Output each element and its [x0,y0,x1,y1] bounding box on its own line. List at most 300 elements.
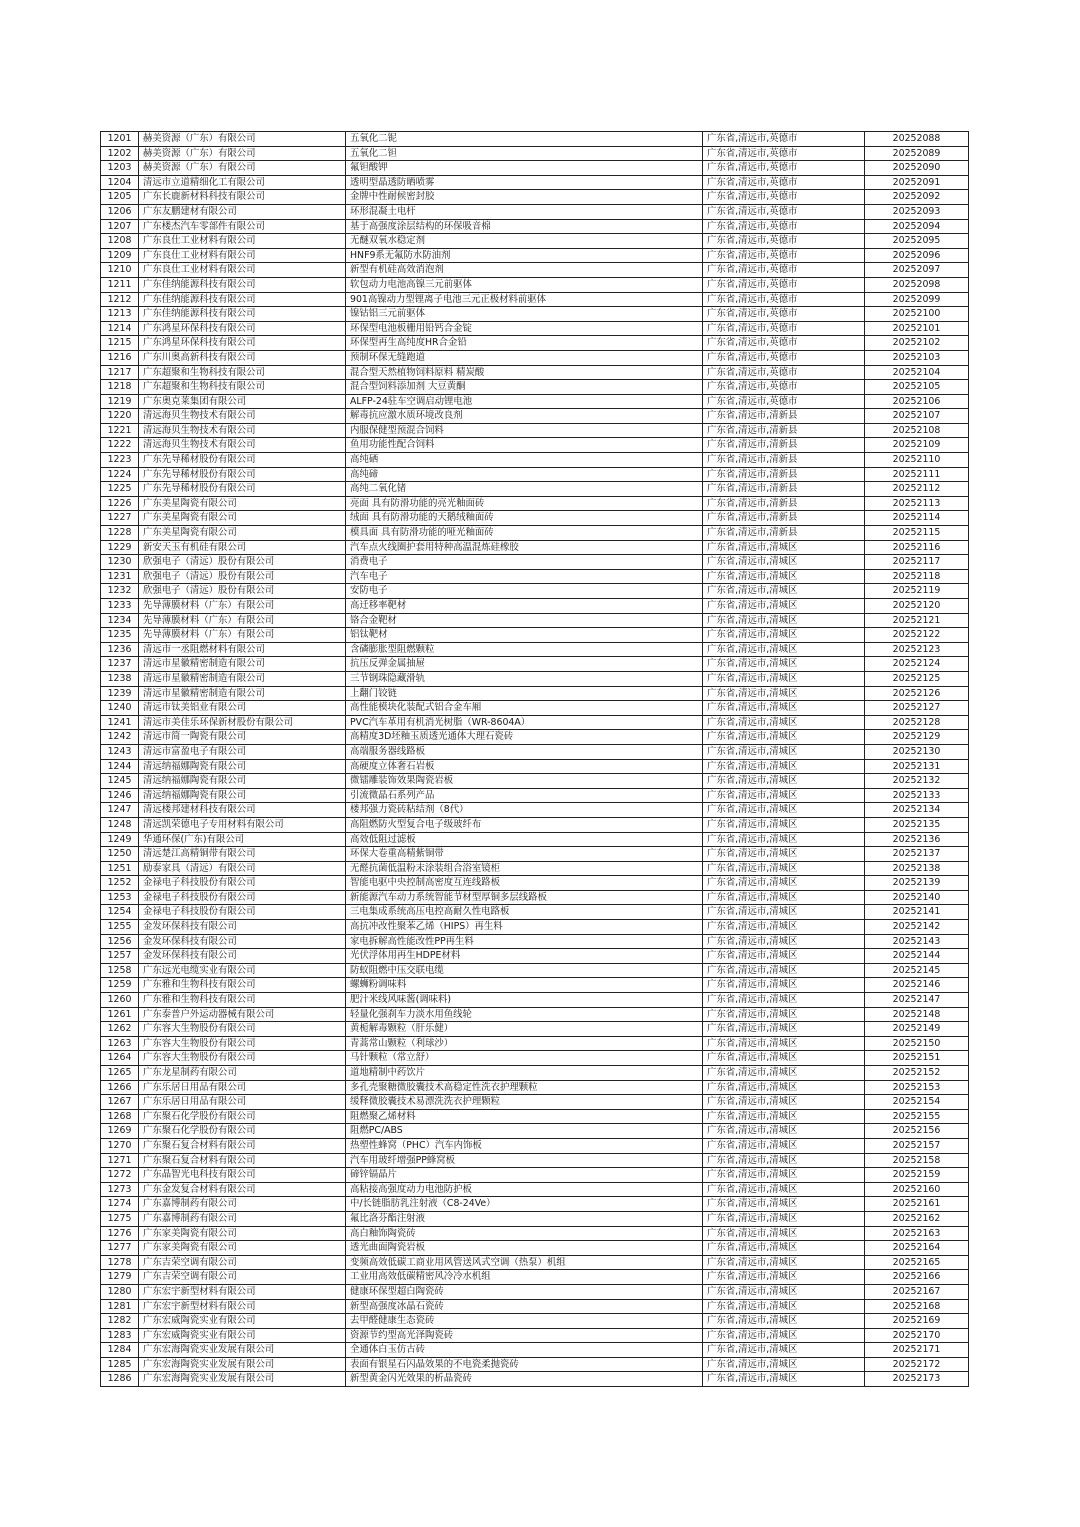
company-name-cell: 广东聚石复合材料有限公司 [139,1138,346,1153]
row-number-cell: 1231 [101,569,139,584]
company-name-cell: 广东良仕工业材料有限公司 [139,248,346,263]
table-row [101,277,969,292]
region-cell: 广东省,清远市,清城区 [703,803,865,818]
region-cell: 广东省,清远市,清城区 [703,1299,865,1314]
company-name-cell: 欣强电子（清远）股份有限公司 [139,555,346,570]
row-number-cell: 1280 [101,1284,139,1299]
record-code-cell: 20252126 [865,686,969,701]
product-name-cell: 五氧化二铌 [346,132,703,147]
region-cell: 广东省,清远市,英德市 [703,307,865,322]
record-code-cell: 20252103 [865,350,969,365]
product-name-cell: 碲锌镉晶片 [346,1168,703,1183]
region-cell: 广东省,清远市,清新县 [703,409,865,424]
table-row [101,409,969,424]
row-number-cell: 1253 [101,890,139,905]
region-cell: 广东省,清远市,清城区 [703,1343,865,1358]
product-name-cell: 氟钽酸钾 [346,161,703,176]
region-cell: 广东省,清远市,英德市 [703,292,865,307]
product-name-cell: 鱼用功能性配合饲料 [346,438,703,453]
row-number-cell: 1224 [101,467,139,482]
region-cell: 广东省,清远市,英德市 [703,234,865,249]
record-code-cell: 20252101 [865,321,969,336]
row-number-cell: 1217 [101,365,139,380]
table-row [101,628,969,643]
product-name-cell: 汽车电子 [346,569,703,584]
region-cell: 广东省,清远市,清城区 [703,613,865,628]
row-number-cell: 1274 [101,1197,139,1212]
record-code-cell: 20252160 [865,1182,969,1197]
region-cell: 广东省,清远市,清城区 [703,1095,865,1110]
product-name-cell: 高阻燃防火型复合电子级玻纤布 [346,817,703,832]
table-row [101,847,969,862]
region-cell: 广东省,清远市,清城区 [703,788,865,803]
row-number-cell: 1219 [101,394,139,409]
record-code-cell: 20252090 [865,161,969,176]
table-row [101,817,969,832]
row-number-cell: 1244 [101,759,139,774]
region-cell: 广东省,清远市,清城区 [703,715,865,730]
row-number-cell: 1225 [101,482,139,497]
product-name-cell: 环保型电池板栅用铅钙合金锭 [346,321,703,336]
region-cell: 广东省,清远市,英德市 [703,204,865,219]
region-cell: 广东省,清远市,清城区 [703,1314,865,1329]
record-code-cell: 20252148 [865,1007,969,1022]
table-row [101,496,969,511]
record-code-cell: 20252163 [865,1226,969,1241]
region-cell: 广东省,清远市,清城区 [703,540,865,555]
table-row [101,1241,969,1256]
product-name-cell: 新能源汽车动力系统智能节材型厚铜多层线路板 [346,890,703,905]
row-number-cell: 1223 [101,453,139,468]
company-name-cell: 清远市富盈电子有限公司 [139,744,346,759]
product-name-cell: 轻量化强刹车力淡水用鱼线轮 [346,1007,703,1022]
region-cell: 广东省,清远市,英德市 [703,161,865,176]
record-code-cell: 20252105 [865,380,969,395]
company-name-cell: 华通环保(广东)有限公司 [139,832,346,847]
table-row [101,1022,969,1037]
row-number-cell: 1230 [101,555,139,570]
table-body [101,132,969,1387]
region-cell: 广东省,清远市,清城区 [703,861,865,876]
record-code-cell: 20252110 [865,453,969,468]
table-row [101,949,969,964]
company-name-cell: 广东先导稀材股份有限公司 [139,482,346,497]
company-name-cell: 清远海贝生物技术有限公司 [139,409,346,424]
company-name-cell: 清远市星徽精密制造有限公司 [139,686,346,701]
product-name-cell: HNF9系无氟防水防油剂 [346,248,703,263]
region-cell: 广东省,清远市,清城区 [703,569,865,584]
row-number-cell: 1262 [101,1022,139,1037]
table-row [101,759,969,774]
row-number-cell: 1236 [101,642,139,657]
product-name-cell: 引流微晶石系列产品 [346,788,703,803]
row-number-cell: 1201 [101,132,139,147]
row-number-cell: 1207 [101,219,139,234]
product-name-cell: 三电集成系统高压电控高耐久性电路板 [346,905,703,920]
product-name-cell: 环形混凝土电杆 [346,204,703,219]
company-name-cell: 金禄电子科技股份有限公司 [139,876,346,891]
record-code-cell: 20252117 [865,555,969,570]
row-number-cell: 1252 [101,876,139,891]
company-name-cell: 金发环保科技有限公司 [139,934,346,949]
table-row [101,263,969,278]
table-row [101,963,969,978]
product-name-cell: 新型高强度冰晶石瓷砖 [346,1299,703,1314]
region-cell: 广东省,清远市,清城区 [703,1328,865,1343]
row-number-cell: 1212 [101,292,139,307]
record-code-cell: 20252129 [865,730,969,745]
row-number-cell: 1282 [101,1314,139,1329]
region-cell: 广东省,清远市,清城区 [703,876,865,891]
product-name-cell: 高粘接高强度动力电池防护板 [346,1182,703,1197]
table-row [101,1211,969,1226]
region-cell: 广东省,清远市,清城区 [703,1138,865,1153]
company-name-cell: 广东先导稀材股份有限公司 [139,467,346,482]
table-row [101,774,969,789]
region-cell: 广东省,清远市,英德市 [703,277,865,292]
row-number-cell: 1266 [101,1080,139,1095]
record-code-cell: 20252108 [865,423,969,438]
record-code-cell: 20252157 [865,1138,969,1153]
region-cell: 广东省,清远市,清城区 [703,1255,865,1270]
row-number-cell: 1229 [101,540,139,555]
record-code-cell: 20252166 [865,1270,969,1285]
product-name-cell: 环保大卷重高精紫铜带 [346,847,703,862]
company-name-cell: 广东家美陶瓷有限公司 [139,1241,346,1256]
row-number-cell: 1264 [101,1051,139,1066]
company-name-cell: 广东超聚和生物科技有限公司 [139,380,346,395]
table-row [101,832,969,847]
record-code-cell: 20252113 [865,496,969,511]
company-name-cell: 广东川奥高新科技有限公司 [139,350,346,365]
region-cell: 广东省,清远市,英德市 [703,336,865,351]
row-number-cell: 1275 [101,1211,139,1226]
region-cell: 广东省,清远市,清城区 [703,1357,865,1372]
company-name-cell: 新安天玉有机硅有限公司 [139,540,346,555]
product-name-cell: 模具面 具有防滑功能的哑光釉面砖 [346,526,703,541]
row-number-cell: 1277 [101,1241,139,1256]
region-cell: 广东省,清远市,清城区 [703,890,865,905]
product-name-cell: 901高镍动力型锂离子电池三元正极材料前驱体 [346,292,703,307]
table-row [101,482,969,497]
table-row [101,438,969,453]
row-number-cell: 1216 [101,350,139,365]
row-number-cell: 1220 [101,409,139,424]
table-row [101,993,969,1008]
region-cell: 广东省,清远市,清新县 [703,511,865,526]
company-name-cell: 广东聚石复合材料有限公司 [139,1153,346,1168]
record-code-cell: 20252106 [865,394,969,409]
region-cell: 广东省,清远市,英德市 [703,263,865,278]
product-name-cell: 黄栀解毒颗粒（肝乐健） [346,1022,703,1037]
row-number-cell: 1218 [101,380,139,395]
record-code-cell: 20252104 [865,365,969,380]
company-name-cell: 广东宏海陶瓷实业发展有限公司 [139,1357,346,1372]
record-code-cell: 20252147 [865,993,969,1008]
company-name-cell: 广东雅和生物科技有限公司 [139,993,346,1008]
table-row [101,890,969,905]
product-name-cell: ALFP-24驻车空调启动锂电池 [346,394,703,409]
region-cell: 广东省,清远市,清新县 [703,526,865,541]
record-code-cell: 20252164 [865,1241,969,1256]
row-number-cell: 1209 [101,248,139,263]
product-name-cell: 预制环保无缝跑道 [346,350,703,365]
table-row [101,744,969,759]
record-code-cell: 20252094 [865,219,969,234]
row-number-cell: 1242 [101,730,139,745]
region-cell: 广东省,清远市,清城区 [703,1153,865,1168]
record-code-cell: 20252149 [865,1022,969,1037]
company-name-cell: 广东超聚和生物科技有限公司 [139,365,346,380]
row-number-cell: 1286 [101,1372,139,1387]
table-row [101,715,969,730]
record-code-cell: 20252099 [865,292,969,307]
company-name-cell: 欣强电子（清远）股份有限公司 [139,584,346,599]
table-row [101,423,969,438]
table-row [101,978,969,993]
table-row [101,526,969,541]
table-row [101,1051,969,1066]
region-cell: 广东省,清远市,英德市 [703,248,865,263]
row-number-cell: 1228 [101,526,139,541]
row-number-cell: 1206 [101,204,139,219]
product-name-cell: 五氧化二钽 [346,146,703,161]
product-name-cell: 高端服务器线路板 [346,744,703,759]
table-row [101,788,969,803]
row-number-cell: 1214 [101,321,139,336]
row-number-cell: 1238 [101,671,139,686]
table-row [101,1153,969,1168]
product-name-cell: 高白釉饰陶瓷砖 [346,1226,703,1241]
company-name-cell: 金发环保科技有限公司 [139,949,346,964]
company-name-cell: 广东远光电缆实业有限公司 [139,963,346,978]
region-cell: 广东省,清远市,清城区 [703,701,865,716]
record-code-cell: 20252139 [865,876,969,891]
product-name-cell: PVC汽车革用有机消光树脂（WR-8604A） [346,715,703,730]
company-name-cell: 广东嘉博制药有限公司 [139,1211,346,1226]
record-code-cell: 20252169 [865,1314,969,1329]
table-row [101,671,969,686]
region-cell: 广东省,清远市,清新县 [703,423,865,438]
table-row [101,1255,969,1270]
company-name-cell: 广东友鹏建材有限公司 [139,204,346,219]
company-name-cell: 清远纳福娜陶瓷有限公司 [139,788,346,803]
product-name-cell: 阻燃聚乙烯材料 [346,1109,703,1124]
record-code-cell: 20252096 [865,248,969,263]
record-code-cell: 20252131 [865,759,969,774]
record-code-cell: 20252111 [865,467,969,482]
table-row [101,394,969,409]
region-cell: 广东省,清远市,清城区 [703,1066,865,1081]
company-name-cell: 广东长鹿新材料科技有限公司 [139,190,346,205]
row-number-cell: 1285 [101,1357,139,1372]
product-name-cell: 资源节约型高光泽陶瓷砖 [346,1328,703,1343]
product-name-cell: 新型有机硅高效消泡剂 [346,263,703,278]
region-cell: 广东省,清远市,清城区 [703,832,865,847]
company-name-cell: 广东楼杰汽车零部件有限公司 [139,219,346,234]
region-cell: 广东省,清远市,清新县 [703,438,865,453]
company-name-cell: 广东容大生物股份有限公司 [139,1051,346,1066]
region-cell: 广东省,清远市,清城区 [703,920,865,935]
region-cell: 广东省,清远市,英德市 [703,380,865,395]
row-number-cell: 1283 [101,1328,139,1343]
region-cell: 广东省,清远市,清城区 [703,1182,865,1197]
region-cell: 广东省,清远市,清城区 [703,847,865,862]
row-number-cell: 1234 [101,613,139,628]
product-name-cell: 环保型再生高纯度HR合金铅 [346,336,703,351]
product-name-cell: 马针颗粒（常立舒） [346,1051,703,1066]
row-number-cell: 1221 [101,423,139,438]
row-number-cell: 1261 [101,1007,139,1022]
product-name-cell: 螺蛳粉调味料 [346,978,703,993]
product-name-cell: 高纯二氧化锗 [346,482,703,497]
record-code-cell: 20252136 [865,832,969,847]
product-name-cell: 氟比洛芬酯注射液 [346,1211,703,1226]
company-name-cell: 广东金发复合材料有限公司 [139,1182,346,1197]
record-code-cell: 20252165 [865,1255,969,1270]
record-code-cell: 20252168 [865,1299,969,1314]
record-code-cell: 20252127 [865,701,969,716]
region-cell: 广东省,清远市,英德市 [703,350,865,365]
record-code-cell: 20252158 [865,1153,969,1168]
table-row [101,321,969,336]
company-name-cell: 广东美星陶瓷有限公司 [139,511,346,526]
table-row [101,336,969,351]
table-row [101,934,969,949]
row-number-cell: 1208 [101,234,139,249]
product-name-cell: 软包动力电池高镍三元前驱体 [346,277,703,292]
row-number-cell: 1211 [101,277,139,292]
table-row [101,1182,969,1197]
region-cell: 广东省,清远市,英德市 [703,190,865,205]
company-name-cell: 励泰家具（清远）有限公司 [139,861,346,876]
table-row [101,1197,969,1212]
product-name-cell: 新型黄金闪光效果的析晶瓷砖 [346,1372,703,1387]
row-number-cell: 1258 [101,963,139,978]
table-row [101,1226,969,1241]
company-name-cell: 赫美资源（广东）有限公司 [139,132,346,147]
region-cell: 广东省,清远市,清城区 [703,730,865,745]
region-cell: 广东省,清远市,清城区 [703,599,865,614]
record-code-cell: 20252140 [865,890,969,905]
product-name-cell: 高效低阻过滤板 [346,832,703,847]
product-name-cell: 透光曲面陶瓷岩板 [346,1241,703,1256]
company-name-cell: 广东美星陶瓷有限公司 [139,496,346,511]
region-cell: 广东省,清远市,清城区 [703,686,865,701]
company-name-cell: 欣强电子（清远）股份有限公司 [139,569,346,584]
record-code-cell: 20252145 [865,963,969,978]
region-cell: 广东省,清远市,清城区 [703,963,865,978]
table-row [101,701,969,716]
table-row [101,1372,969,1387]
company-name-cell: 广东鸿星环保科技有限公司 [139,336,346,351]
row-number-cell: 1268 [101,1109,139,1124]
company-name-cell: 清远市星徽精密制造有限公司 [139,671,346,686]
record-code-cell: 20252100 [865,307,969,322]
record-code-cell: 20252142 [865,920,969,935]
record-code-cell: 20252130 [865,744,969,759]
row-number-cell: 1240 [101,701,139,716]
company-name-cell: 广东良仕工业材料有限公司 [139,263,346,278]
region-cell: 广东省,清远市,清城区 [703,555,865,570]
company-name-cell: 广东宏海陶瓷实业发展有限公司 [139,1343,346,1358]
record-code-cell: 20252143 [865,934,969,949]
record-code-cell: 20252153 [865,1080,969,1095]
record-code-cell: 20252091 [865,175,969,190]
record-code-cell: 20252119 [865,584,969,599]
record-code-cell: 20252137 [865,847,969,862]
company-name-cell: 广东鸿星环保科技有限公司 [139,321,346,336]
region-cell: 广东省,清远市,清城区 [703,978,865,993]
table-row [101,876,969,891]
record-code-cell: 20252167 [865,1284,969,1299]
region-cell: 广东省,清远市,清城区 [703,1372,865,1387]
row-number-cell: 1257 [101,949,139,964]
row-number-cell: 1260 [101,993,139,1008]
company-name-cell: 广东聚石化学股份有限公司 [139,1124,346,1139]
region-cell: 广东省,清远市,清城区 [703,671,865,686]
company-name-cell: 金禄电子科技股份有限公司 [139,890,346,905]
row-number-cell: 1276 [101,1226,139,1241]
row-number-cell: 1251 [101,861,139,876]
table-row [101,569,969,584]
region-cell: 广东省,清远市,清城区 [703,1197,865,1212]
record-code-cell: 20252097 [865,263,969,278]
row-number-cell: 1248 [101,817,139,832]
record-code-cell: 20252092 [865,190,969,205]
product-name-cell: 楼邦强力瓷砖粘结剂（8代） [346,803,703,818]
region-cell: 广东省,清远市,清城区 [703,774,865,789]
company-name-cell: 广东佳纳能源科技有限公司 [139,307,346,322]
region-cell: 广东省,清远市,清城区 [703,934,865,949]
table-row [101,1343,969,1358]
region-cell: 广东省,清远市,清城区 [703,1284,865,1299]
record-code-cell: 20252162 [865,1211,969,1226]
record-code-cell: 20252120 [865,599,969,614]
record-code-cell: 20252128 [865,715,969,730]
record-code-cell: 20252135 [865,817,969,832]
product-name-cell: 缓释微胶囊技术易漂洗洗衣护理颗粒 [346,1095,703,1110]
row-number-cell: 1273 [101,1182,139,1197]
company-name-cell: 清远市一丞阻燃材料有限公司 [139,642,346,657]
row-number-cell: 1267 [101,1095,139,1110]
product-name-cell: 健康环保型超白陶瓷砖 [346,1284,703,1299]
product-name-cell: 内服保健型预混合饲料 [346,423,703,438]
table-row [101,540,969,555]
record-code-cell: 20252121 [865,613,969,628]
company-name-cell: 清远市星徽精密制造有限公司 [139,657,346,672]
company-name-cell: 广东泰普户外运动器械有限公司 [139,1007,346,1022]
product-name-cell: 表面有银星石闪晶效果的不电瓷柔抛瓷砖 [346,1357,703,1372]
row-number-cell: 1237 [101,657,139,672]
company-name-cell: 广东宏海陶瓷实业发展有限公司 [139,1372,346,1387]
row-number-cell: 1215 [101,336,139,351]
product-name-cell: 铬合金靶材 [346,613,703,628]
row-number-cell: 1205 [101,190,139,205]
company-name-cell: 广东宏威陶瓷实业有限公司 [139,1314,346,1329]
region-cell: 广东省,清远市,清城区 [703,1241,865,1256]
product-name-cell: 含磷膨胀型阻燃颗粒 [346,642,703,657]
company-name-cell: 清远楚江高精铜带有限公司 [139,847,346,862]
table-row [101,248,969,263]
table-row [101,1095,969,1110]
row-number-cell: 1210 [101,263,139,278]
row-number-cell: 1284 [101,1343,139,1358]
table-row [101,1124,969,1139]
region-cell: 广东省,清远市,清城区 [703,642,865,657]
table-row [101,686,969,701]
product-name-cell: 高迁移率靶材 [346,599,703,614]
